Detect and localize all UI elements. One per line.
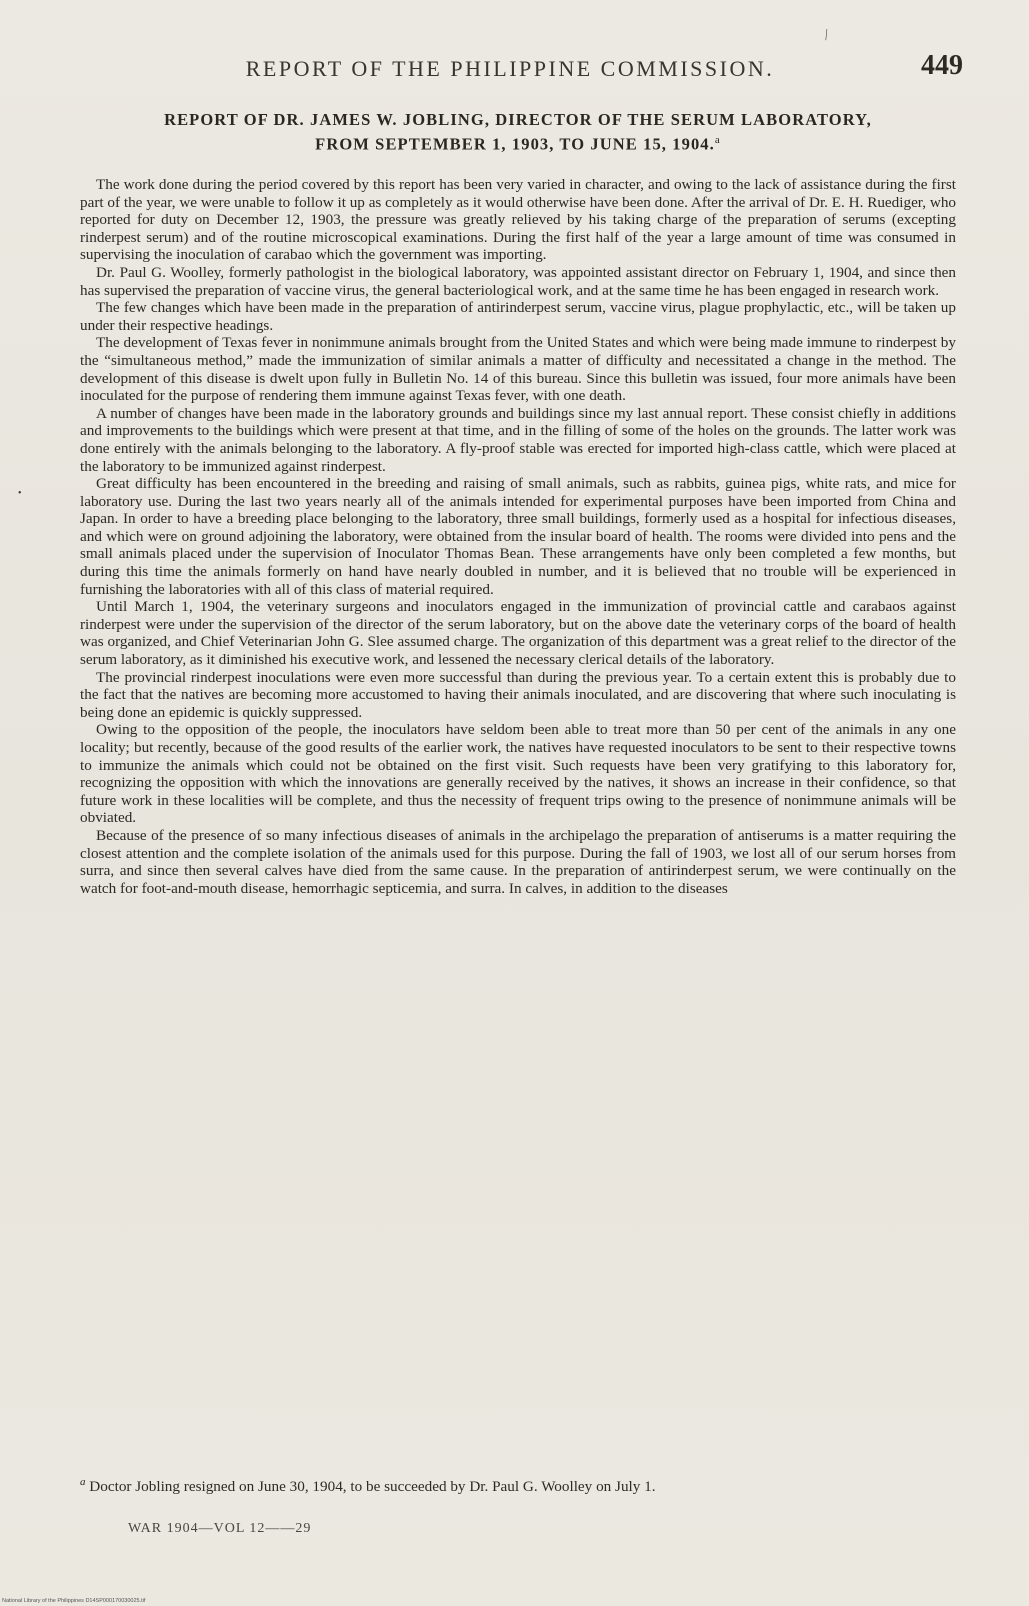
- paragraph: Dr. Paul G. Woolley, formerly pathologist in the biological laboratory, was appointed assistant director on February 1, 1904, and since then has supervised the preparation of vaccine virus, the general bacteriological work, and at the same time he has been engaged in research work.: [80, 263, 956, 299]
- scan-credit: National Library of the Philippines D14SP000170030025.tif: [2, 1598, 146, 1604]
- footnote-marker: a: [80, 1476, 86, 1488]
- title-footnote-ref: a: [714, 134, 721, 146]
- report-title-line-2: FROM SEPTEMBER 1, 1903, TO JUNE 15, 1904.: [315, 134, 715, 154]
- paragraph: Great difficulty has been encountered in the breeding and raising of small animals, such as rabbits, guinea pigs, white rats, and mice for laboratory use. During the last two years nearly all of the animals intended for experimental purposes have been imported from China and Japan. In order to have a breeding place belonging to the laboratory, three small buildings, formerly used as a hospital for infectious diseases, and which were on ground adjoining the laboratory, were obtained from the insular board of health. The rooms were divided into pens and the small animals placed under the supervision of Inoculator Thomas Bean. These arrangements have only been completed a few months, but during this time the animals formerly on hand have nearly doubled in number, and it is believed that no trouble will be experienced in furnishing the laboratories with all of this class of material required.: [80, 475, 956, 598]
- report-title: [78, 110, 958, 155]
- report-title-line-1: REPORT OF DR. JAMES W. JOBLING, DIRECTOR OF THE SERUM LABORATORY,: [164, 110, 872, 129]
- pen-mark: ⁄: [822, 28, 832, 43]
- running-title: REPORT OF THE PHILIPPINE COMMISSION.: [245, 56, 775, 81]
- page-number: 449: [921, 50, 963, 81]
- report-body: [80, 176, 956, 897]
- paragraph: The provincial rinderpest inoculations were even more successful than during the previous year. To a certain extent this is probably due to the fact that the natives are becoming more accustomed to having their animals inoculated, and are discovering that where such inoculating is being done an epidemic is quickly suppressed.: [80, 668, 956, 721]
- paragraph: The work done during the period covered by this report has been very varied in character, and owing to the lack of assistance during the first part of the year, we were unable to follow it up as completely as it would otherwise have been done. After the arrival of Dr. E. H. Ruediger, who reported for duty on December 12, 1903, the pressure was greatly relieved by his taking charge of the preparation of serums (excepting rinderpest serum) and of the routine microscopical examinations. During the first half of the year a large amount of time was consumed in supervising the inoculation of carabao which the government was importing.: [80, 176, 957, 264]
- signature-line: WAR 1904—VOL 12——29: [128, 1521, 312, 1536]
- paragraph: The development of Texas fever in nonimmune animals brought from the United States and which were being made immune to rinderpest by the “simultaneous method,” made the immunization of similar animals a matter of difficulty and necessitated a change in the method. The development of this disease is dwelt upon fully in Bulletin No. 14 of this bureau. Since this bulletin was issued, four more animals have been inoculated for the purpose of rendering them immune against Texas fever, with one death.: [80, 334, 956, 405]
- paragraph: Until March 1, 1904, the veterinary surgeons and inoculators engaged in the immunization of provincial cattle and carabaos against rinderpest were under the supervision of the director of the serum laboratory, but on the above date the veterinary corps of the board of health was organized, and Chief Veterinarian John G. Slee assumed charge. The organization of this department was a great relief to the director of the serum laboratory, as it diminished his executive work, and lessened the necessary clerical details of the laboratory.: [80, 598, 956, 669]
- report-title-line-2-wrapper: [78, 130, 958, 155]
- footnote-text: Doctor Jobling resigned on June 30, 1904, to be succeeded by Dr. Paul G. Woolley on July 1.: [89, 1478, 656, 1496]
- margin-speck: •: [18, 488, 22, 499]
- paragraph: The few changes which have been made in the preparation of antirinderpest serum, vaccine virus, plague prophylactic, etc., will be taken up under their respective headings.: [80, 299, 956, 334]
- paragraph: Owing to the opposition of the people, the inoculators have seldom been able to treat more than 50 per cent of the animals in any one locality; but recently, because of the good results of the earlier work, the natives have requested inoculators to be sent to their respective towns to immunize the animals which could not be obtained on the first visit. Such requests have been very gratifying to this laboratory for, recognizing the opposition with which the innovations are generally received by the natives, it shows an increase in their confidence, so that future work in these localities will be complete, and thus the necessity of frequent trips owing to the presence of nonimmune animals will be obviated.: [80, 721, 956, 827]
- paragraph: Because of the presence of so many infectious diseases of animals in the archipelago the preparation of antiserums is a matter requiring the closest attention and the complete isolation of the animals used for this purpose. During the fall of 1903, we lost all of our serum horses from surra, and since then several calves have died from the same cause. In the preparation of antirinderpest serum, we were continually on the watch for foot-and-mouth disease, hemorrhagic septicemia, and surra. In calves, in addition to the diseases: [80, 826, 956, 897]
- footnote: [80, 1473, 956, 1496]
- paragraph: A number of changes have been made in the laboratory grounds and buildings since my last annual report. These consist chiefly in additions and improvements to the buildings which were present at that time, and in the filling of some of the holes on the grounds. The latter work was done entirely with the animals belonging to the laboratory. A fly-proof stable was erected for imported high-class cattle, which were placed at the laboratory to be immunized against rinderpest.: [80, 404, 956, 475]
